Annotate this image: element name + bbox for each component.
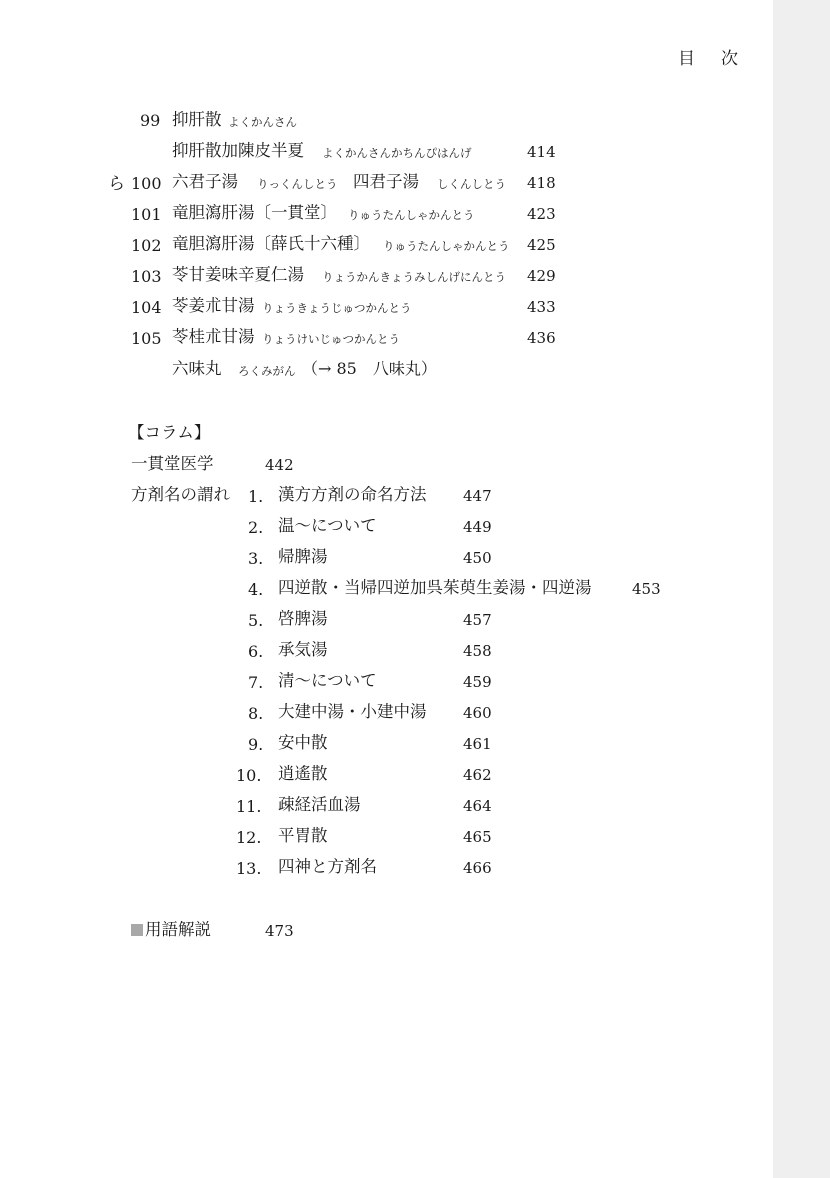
- column-item-number: 3.: [248, 549, 264, 568]
- entry-reading: りょうきょうじゅつかんとう: [262, 301, 412, 315]
- column-item-title: 四逆散・当帰四逆加呉茱萸生姜湯・四逆湯: [278, 578, 592, 597]
- column-heading: 【コラム】: [128, 423, 211, 442]
- column-item-title: 大建中湯・小建中湯: [278, 702, 427, 721]
- column-entry-page: 442: [265, 456, 294, 474]
- column-item-title: 平胃散: [278, 826, 328, 845]
- glossary-label: 用語解説: [145, 920, 211, 939]
- entry-reading: りっくんしとう: [257, 177, 338, 191]
- column-item-title: 啓脾湯: [278, 609, 328, 628]
- entry-page: 414: [527, 143, 556, 161]
- entry-number: 100: [131, 174, 162, 193]
- entry-name: 苓姜朮甘湯: [172, 296, 255, 315]
- entry-name: 苓甘姜味辛夏仁湯: [172, 265, 304, 284]
- column-item-title: 帰脾湯: [278, 547, 328, 566]
- column-item-number: 8.: [248, 704, 264, 723]
- entry-reading: よくかんさんかちんぴはんげ: [322, 146, 472, 160]
- glossary-entry: [131, 922, 211, 939]
- column-item-page: 464: [463, 797, 492, 815]
- column-item-number: 4.: [248, 580, 264, 599]
- column-entry-label: 一貫堂医学: [131, 454, 214, 473]
- column-item-page: 465: [463, 828, 492, 846]
- entry-page: 423: [527, 205, 556, 223]
- column-item-page: 450: [463, 549, 492, 567]
- entry-name-secondary: 四君子湯: [353, 172, 419, 191]
- entry-page: 418: [527, 174, 556, 192]
- entry-page: 436: [527, 329, 556, 347]
- column-item-number: 12.: [236, 828, 262, 847]
- column-item-title: 温〜について: [278, 516, 377, 535]
- entry-reading: よくかんさん: [228, 115, 297, 129]
- column-item-title: 漢方方剤の命名方法: [278, 485, 427, 504]
- entry-number: 103: [131, 267, 162, 286]
- entry-name: 抑肝散加陳皮半夏: [172, 141, 304, 160]
- column-item-page: 461: [463, 735, 492, 753]
- column-item-number: 6.: [248, 642, 264, 661]
- column-item-number: 11.: [236, 797, 262, 816]
- column-item-number: 9.: [248, 735, 264, 754]
- column-item-title: 疎経活血湯: [278, 795, 361, 814]
- column-item-number: 2.: [248, 518, 264, 537]
- entry-page: 425: [527, 236, 556, 254]
- entry-number: 99: [140, 111, 161, 130]
- section-index-char: ら: [108, 174, 125, 194]
- column-item-page: 447: [463, 487, 492, 505]
- entry-reading-secondary: しくんしとう: [437, 177, 506, 191]
- entry-reading: りゅうたんしゃかんとう: [348, 208, 475, 222]
- column-item-page: 453: [632, 580, 661, 598]
- gray-square-marker-icon: [131, 924, 143, 936]
- column-item-page: 457: [463, 611, 492, 629]
- entry-cross-reference: （→ 85 八味丸）: [302, 359, 437, 378]
- column-item-title: 承気湯: [278, 640, 328, 659]
- column-item-title: 四神と方剤名: [278, 857, 377, 876]
- entry-page: 429: [527, 267, 556, 285]
- glossary-page: 473: [265, 922, 294, 940]
- column-item-number: 1.: [248, 487, 264, 506]
- page-header-title: 目次: [678, 49, 764, 69]
- column-item-number: 10.: [236, 766, 262, 785]
- column-item-page: 449: [463, 518, 492, 536]
- column-item-page: 458: [463, 642, 492, 660]
- entry-reading: りゅうたんしゃかんとう: [383, 239, 510, 253]
- column-item-number: 5.: [248, 611, 264, 630]
- column-item-page: 462: [463, 766, 492, 784]
- entry-name: 六君子湯: [172, 172, 238, 191]
- entry-reading: ろくみがん: [238, 364, 296, 378]
- entry-name: 竜胆瀉肝湯〔薛氏十六種〕: [172, 234, 370, 253]
- column-item-number: 13.: [236, 859, 262, 878]
- page-margin-strip: [773, 0, 830, 1178]
- column-item-title: 清〜について: [278, 671, 377, 690]
- column-item-number: 7.: [248, 673, 264, 692]
- column-item-page: 460: [463, 704, 492, 722]
- entry-page: 433: [527, 298, 556, 316]
- column-item-title: 逍遙散: [278, 764, 328, 783]
- entry-number: 102: [131, 236, 162, 255]
- column-item-page: 466: [463, 859, 492, 877]
- column-item-title: 安中散: [278, 733, 328, 752]
- entry-reading: りょうけいじゅつかんとう: [262, 332, 400, 346]
- entry-number: 105: [131, 329, 162, 348]
- entry-number: 101: [131, 205, 162, 224]
- entry-reading: りょうかんきょうみしんげにんとう: [322, 270, 506, 284]
- entry-name: 六味丸: [172, 359, 222, 378]
- entry-name: 竜胆瀉肝湯〔一貫堂〕: [172, 203, 337, 222]
- entry-name: 抑肝散: [172, 110, 222, 129]
- column-group-label: 方剤名の謂れ: [131, 485, 230, 504]
- entry-number: 104: [131, 298, 162, 317]
- column-item-page: 459: [463, 673, 492, 691]
- entry-name: 苓桂朮甘湯: [172, 327, 255, 346]
